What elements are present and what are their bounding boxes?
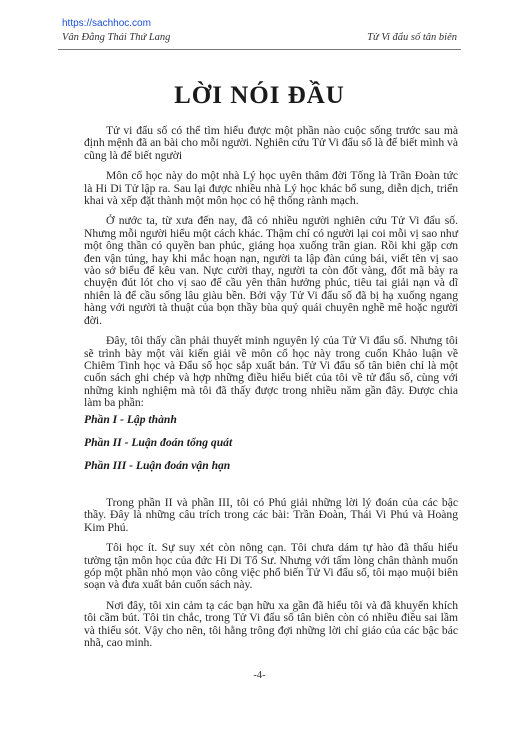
paragraph: Ở nước ta, từ xưa đến nay, đã có nhiều người nghiên cứu Tử Vi đẩu số. Nhưng mỗi người hiểu một cách khác. Thậm chí có người lại coi mỗi vị sao như một ông thần có quyền ban phúc, giáng họa xuống trần gian. Rồi khi gặp cơn đen vận túng, hay khi mắc hoạn nạn, người ta lập đàn cúng bái, viết tên vị sao vào sớ biểu để kêu van. Nực cười thay, người ta còn đốt vàng, đốt mã bày ra chuyện đút lót cho vị sao để cầu yên thân hưởng phúc, tiêu tai giải nạn và dĩ nhiên là để cầu sống lâu giàu bền. Bởi vậy Tử Vi đẩu số đã bị hạ xuống ngang hàng với người tà thuật của bọn thầy bùa quỷ quái chuyên nghề mê hoặc người đời.	[84, 214, 458, 327]
header-divider	[58, 49, 461, 50]
paragraph: Trong phần II và phần III, tôi có Phú giải những lời lý đoán của các bậc thầy. Đây là những câu trích trong các bài: Trần Đoàn, Thái Vi Phú và Hoàng Kim Phú.	[84, 496, 458, 534]
part-item: Phần II - Luận đoán tổng quát	[84, 436, 233, 449]
paragraph: Nơi đây, tôi xin cảm tạ các bạn hữu xa gần đã hiểu tôi và đã khuyến khích tôi cầm bút. Tôi tin chắc, trong Tử Vi đẩu số tân biên còn có nhiều điều sai lầm và thiếu sót. Vậy cho nên, tôi hằng trông đợi những lời chỉ giáo của các bậc bác nhã, cao minh.	[84, 598, 458, 650]
page-title: LỜI NÓI ĐẦU	[174, 82, 345, 109]
part-item: Phần I - Lập thành	[84, 413, 177, 426]
part-item: Phần III - Luận đoán vận hạn	[84, 459, 231, 472]
header-book-title: Tử Vi đẩu số tân biên	[367, 32, 457, 43]
closing-body	[84, 497, 458, 657]
header-author: Vân Đằng Thái Thứ Lang	[62, 32, 171, 43]
page-number: -4-	[253, 670, 266, 681]
paragraph: Đây, tôi thấy cần phải thuyết minh nguyên lý của Tử Vi đẩu số. Nhưng tôi sẽ trình bày một vài kiến giải về môn cổ học này trong cuốn Khảo luận về Chiêm Tinh học và Đẩu số học sắp xuất bản. Tử Vi đẩu số tân biên chỉ là một cuốn sách ghi chép và hợp những điều hiểu biết của tôi về tử đẩu số, cùng với những kinh nghiệm mà tôi đã thấy được trong nhiều năm gần đây. Được chia làm ba phần:	[84, 334, 458, 410]
paragraph: Tôi học ít. Sự suy xét còn nông cạn. Tôi chưa dám tự hào đã thấu hiểu tường tận môn học của đức Hi Di Tổ Sư. Nhưng với tấm lòng chân thành muốn góp một phần nhỏ mọn vào công việc phổ biến Tử Vi đẩu số, tôi mạo muội biên soạn và đưa xuất bản cuốn sách này.	[84, 541, 458, 592]
intro-body	[84, 125, 458, 418]
parts-list	[84, 413, 232, 482]
paragraph: Tử vi đẩu số có thể tìm hiểu được một phần nào cuộc sống trước sau mà định mệnh đã an bài cho mỗi người. Nghiên cứu Tử Vi đẩu số là để biết mình và cũng là để biết người	[84, 124, 458, 162]
watermark-link[interactable]: https://sachhoc.com	[62, 18, 151, 29]
paragraph: Môn cổ học này do một nhà Lý học uyên thâm đời Tống là Trần Đoàn tức là Hi Di Tử lập ra. Sau lại được nhiều nhà Lý học khác bổ sung, diễn dịch, triển khai và xếp đặt thành một môn học có hệ thống rành mạch.	[84, 169, 458, 208]
